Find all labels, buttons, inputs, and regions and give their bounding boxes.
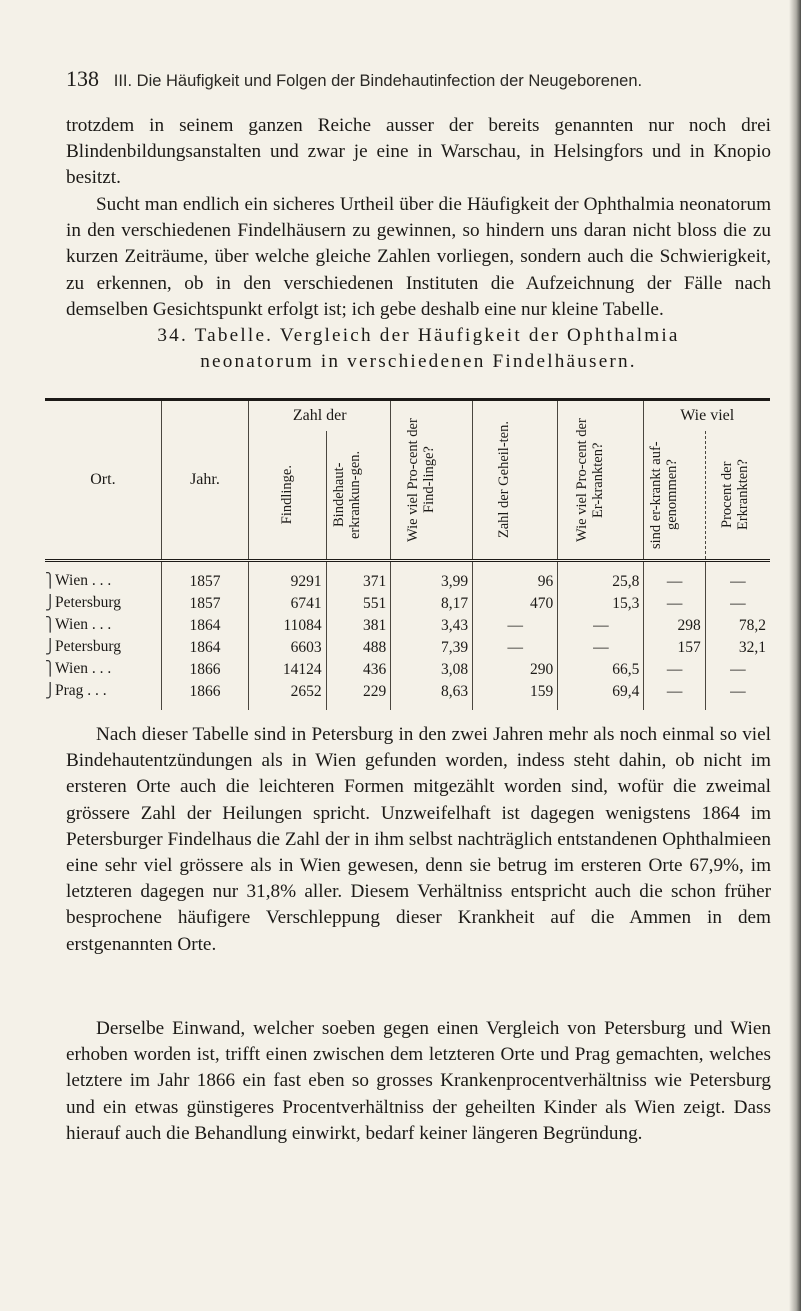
table-row	[45, 592, 770, 614]
cell-ort: ⎭Petersburg	[45, 638, 122, 655]
binding-shadow	[789, 0, 801, 1311]
cell-findlinge: 14124	[249, 658, 327, 680]
cell-ort: ⎫Wien . . .	[45, 572, 112, 589]
cell-procent: 3,99	[391, 561, 473, 593]
body-paragraph-2: Derselbe Einwand, welcher soeben gegen einen Vergleich von Petersburg und Wien erhoben worden ist, trifft einen zwischen dem letzteren Orte und Prag gemachten, welches letztere im Jahr 1866 ein fast eben so grosses Krankenprocentverhältniss wie Petersburg und ein etwas günstigeres Procentverhältniss der geheilten Kinder als Wien zeigt. Dass hierauf auch die Behandlung einwirkt, bedarf keiner längeren Begründung.	[66, 1018, 771, 1144]
intro-paragraph-2: Sucht man endlich ein sicheres Urtheil über die Häufigkeit der Ophthalmia neonatorum in den verschiedenen Findelhäusern zu gewinnen, so hindern uns daran nicht bloss die zu kurzen Zeiträume, über welche gleiche Zahlen vorliegen, sondern auch die Schwierigkeit, zu erkennen, ob in den verschiedenen Instituten die Aufzeichnung der Fälle nach demselben Gesichtspunkt erfolgt ist; ich gebe deshalb eine nur kleine Tabelle.	[66, 194, 771, 320]
cell-procent: 3,43	[391, 614, 473, 636]
cell-jahr: 1864	[161, 614, 248, 636]
cell-jahr: 1857	[161, 592, 248, 614]
cell-procent-geheilt: 15,3	[558, 592, 644, 614]
cell-aufgenommen: —	[644, 592, 705, 614]
cell-procent-geheilt: —	[558, 636, 644, 658]
cell-geheilte: 470	[473, 592, 558, 614]
cell-erkrankungen: 381	[326, 614, 391, 636]
page-number: 138	[66, 66, 99, 91]
cell-procent-geheilt: 25,8	[558, 561, 644, 593]
table-row	[45, 561, 770, 593]
cell-procent-aufgenommen: 78,2	[705, 614, 770, 636]
cell-geheilte: 96	[473, 561, 558, 593]
cell-geheilte: 159	[473, 680, 558, 710]
cell-findlinge: 2652	[249, 680, 327, 710]
table-row	[45, 614, 770, 636]
comparison-table	[45, 398, 770, 710]
col-header-procent-findlinge: Wie viel Pro-cent der Find-linge?	[391, 400, 473, 561]
col-header-procent-erkrankten: Wie viel Pro-cent der Er-krankten?	[558, 400, 644, 561]
cell-jahr: 1857	[161, 561, 248, 593]
table-row	[45, 680, 770, 710]
cell-findlinge: 6603	[249, 636, 327, 658]
cell-erkrankungen: 488	[326, 636, 391, 658]
cell-jahr: 1864	[161, 636, 248, 658]
cell-procent-aufgenommen: —	[705, 561, 770, 593]
cell-aufgenommen: 157	[644, 636, 705, 658]
col-header-procent-der-erkrankten: Procent der Erkrankten?	[705, 431, 770, 561]
cell-ort: ⎭Prag . . .	[45, 682, 107, 699]
cell-jahr: 1866	[161, 658, 248, 680]
cell-procent-aufgenommen: —	[705, 680, 770, 710]
col-header-wie-viel: Wie viel	[644, 400, 770, 432]
col-header-bindehaut: Bindehaut-erkrankun-gen.	[326, 431, 391, 561]
col-header-ort: Ort.	[45, 400, 161, 561]
table-caption	[66, 323, 771, 375]
cell-procent-aufgenommen: —	[705, 592, 770, 614]
cell-erkrankungen: 551	[326, 592, 391, 614]
running-title: III. Die Häufigkeit und Folgen der Bindehautinfection der Neugeborenen.	[113, 72, 643, 90]
cell-geheilte: —	[473, 614, 558, 636]
running-header	[66, 66, 756, 92]
body-paragraph-1: Nach dieser Tabelle sind in Petersburg in den zwei Jahren mehr als noch einmal so viel Bindehautentzündungen als in Wien gefunden worden, indess steht dahin, ob nicht im ersteren Orte auch die leichteren Formen mitgezählt worden sind, wofür die zweimal grössere Zahl der Heilungen spricht. Unzweifelhaft ist dagegen wenigstens 1864 im Petersburger Findelhaus die Zahl der in ihm selbst nachträglich entstandenen Ophthalmieen eine sehr viel grössere als in Wien gewesen, denn sie betrug im ersteren Orte 67,9%, im letzteren dagegen nur 31,8% aller. Diesem Verhältniss entspricht auch die schon früher besprochene häufigere Verschleppung dieser Krankheit auf die Ammen in dem erstgenannten Orte.	[66, 724, 771, 955]
cell-aufgenommen: —	[644, 680, 705, 710]
cell-erkrankungen: 371	[326, 561, 391, 593]
cell-procent: 3,08	[391, 658, 473, 680]
cell-procent-aufgenommen: —	[705, 658, 770, 680]
cell-findlinge: 9291	[249, 561, 327, 593]
cell-procent-geheilt: 66,5	[558, 658, 644, 680]
table-caption-line-2: neonatorum in verschiedenen Findelhäusern.	[200, 351, 637, 372]
col-header-findlinge: Findlinge.	[249, 431, 327, 561]
table-row	[45, 636, 770, 658]
cell-ort: ⎫Wien . . .	[45, 660, 112, 677]
cell-aufgenommen: —	[644, 658, 705, 680]
cell-procent: 7,39	[391, 636, 473, 658]
col-header-jahr: Jahr.	[161, 400, 248, 561]
cell-aufgenommen: —	[644, 561, 705, 593]
table-caption-line-1: 34. Tabelle. Vergleich der Häufigkeit der Ophthalmia	[157, 325, 680, 346]
cell-procent-geheilt: 69,4	[558, 680, 644, 710]
cell-aufgenommen: 298	[644, 614, 705, 636]
cell-erkrankungen: 436	[326, 658, 391, 680]
cell-erkrankungen: 229	[326, 680, 391, 710]
col-header-zahl-der: Zahl der	[249, 400, 391, 432]
cell-procent: 8,17	[391, 592, 473, 614]
cell-ort: ⎫Wien . . .	[45, 616, 112, 633]
cell-geheilte: —	[473, 636, 558, 658]
intro-paragraph-1: trotzdem in seinem ganzen Reiche ausser der bereits genannten nur noch drei Blindenbildungsanstalten und zwar je eine in Warschau, in Helsingfors und in Knopio besitzt.	[66, 115, 771, 189]
cell-geheilte: 290	[473, 658, 558, 680]
cell-ort: ⎭Petersburg	[45, 594, 122, 611]
cell-findlinge: 6741	[249, 592, 327, 614]
cell-procent-geheilt: —	[558, 614, 644, 636]
table-row	[45, 658, 770, 680]
cell-jahr: 1866	[161, 680, 248, 710]
col-header-aufgenommen: sind er-krankt auf-genommen?	[644, 431, 705, 561]
cell-findlinge: 11084	[249, 614, 327, 636]
cell-procent-aufgenommen: 32,1	[705, 636, 770, 658]
col-header-geheilten: Zahl der Geheil-ten.	[473, 400, 558, 561]
cell-procent: 8,63	[391, 680, 473, 710]
